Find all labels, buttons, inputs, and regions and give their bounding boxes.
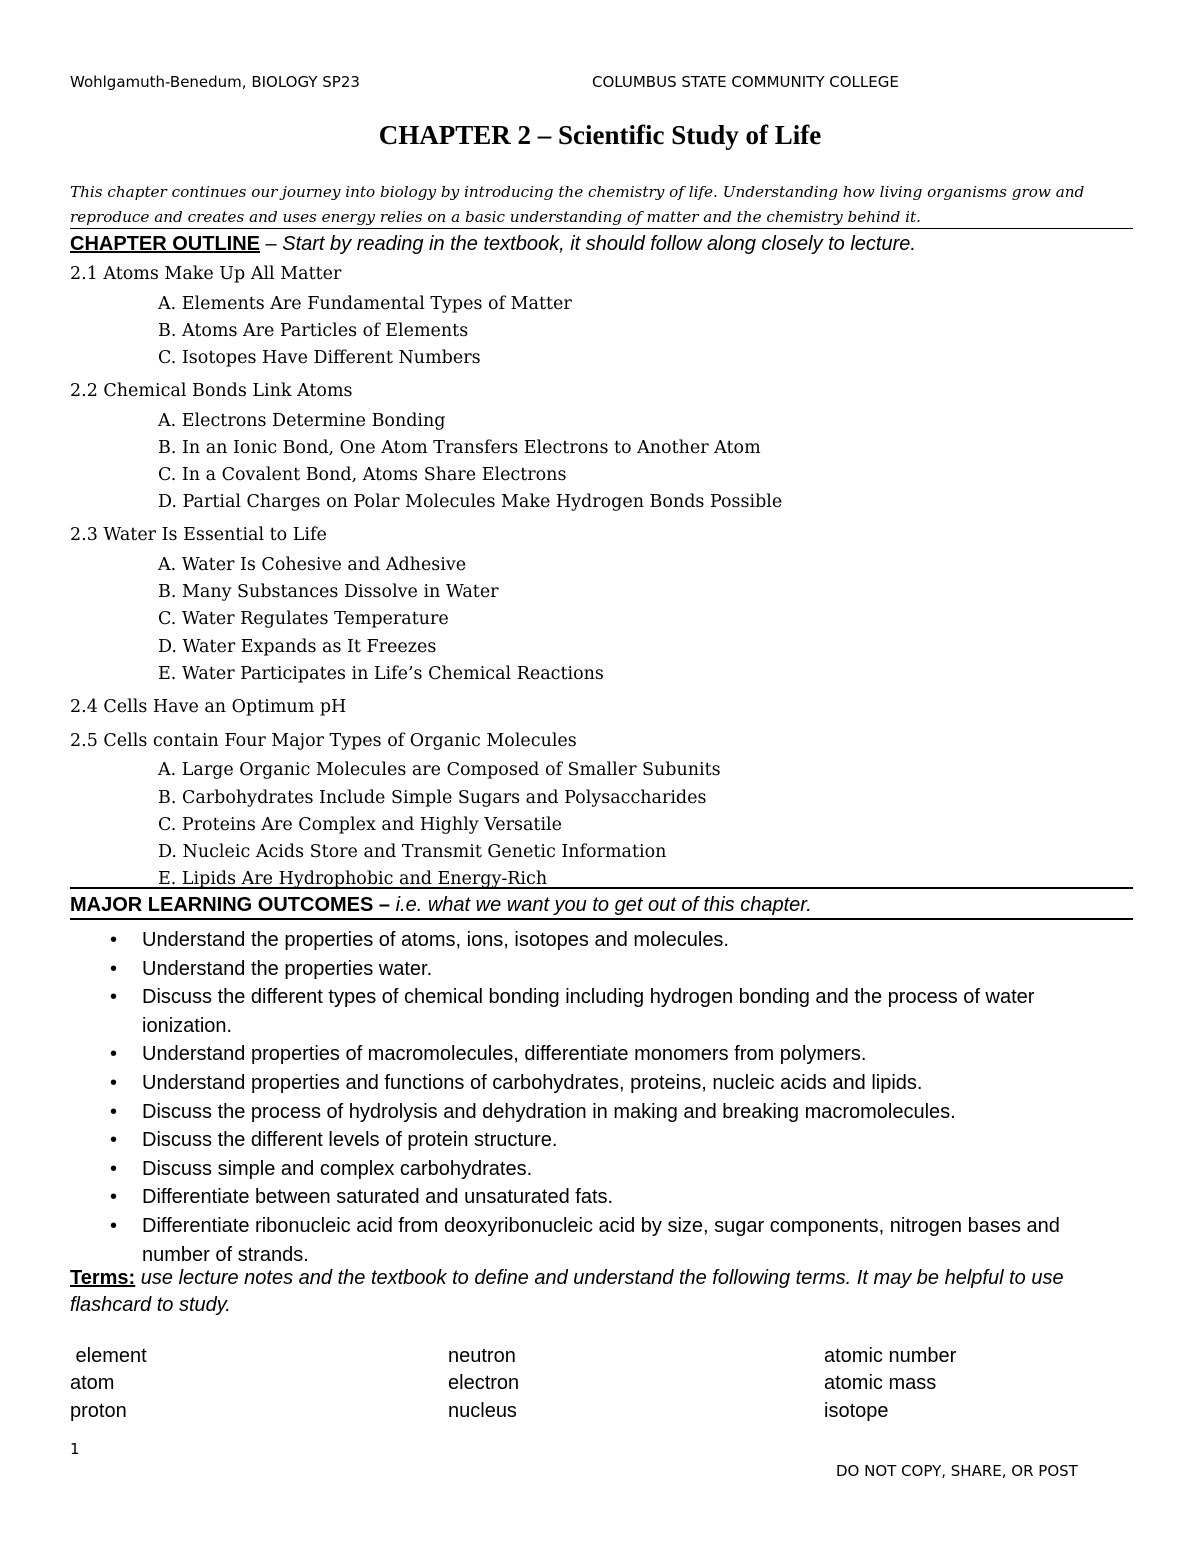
outline-subsection: B. Carbohydrates Include Simple Sugars and Polysaccharides: [158, 787, 707, 808]
chapter-title: CHAPTER 2 – Scientific Study of Life: [378, 120, 822, 150]
term-item: atomic number: [824, 1345, 957, 1367]
outcome-item: [107, 1155, 1107, 1184]
outcome-text: Understand the properties of atoms, ions, isotopes and molecules.: [142, 929, 729, 951]
outline-subsection: E. Lipids Are Hydrophobic and Energy-Rich: [158, 869, 548, 890]
outcome-text: Discuss simple and complex carbohydrates.: [142, 1157, 533, 1180]
header-college: COLUMBUS STATE COMMUNITY COLLEGE: [592, 73, 899, 91]
outcome-text: Understand the properties water.: [142, 957, 433, 980]
outcome-item: [107, 1183, 1107, 1212]
outline-subsection: A. Large Organic Molecules are Composed of Smaller Subunits: [158, 760, 721, 781]
term-item: nucleus: [448, 1399, 517, 1422]
outline-subsection: B. Many Substances Dissolve in Water: [158, 582, 499, 603]
outline-section-title: 2.2 Chemical Bonds Link Atoms: [70, 381, 353, 402]
outcomes-heading: [70, 894, 812, 917]
outcome-text: Discuss the process of hydrolysis and dehydration in making and breaking macromolecules.: [142, 1100, 956, 1123]
outcome-item: [107, 926, 1107, 955]
outline-subsection: D. Partial Charges on Polar Molecules Make Hydrogen Bonds Possible: [158, 492, 783, 513]
bullet-icon: •: [110, 1214, 118, 1237]
outcome-item: [107, 1098, 1107, 1127]
page-number: 1: [70, 1440, 80, 1458]
bullet-icon: •: [110, 957, 118, 980]
outcome-item: [107, 955, 1107, 984]
outline-heading: [70, 233, 916, 256]
outcome-item: [107, 1069, 1107, 1098]
outcome-item: [107, 1040, 1107, 1069]
bullet-icon: •: [110, 1100, 118, 1123]
term-item: proton: [70, 1399, 127, 1422]
outcome-text: Discuss the different types of chemical bonding including hydrogen bonding and the process of water ionization.: [142, 986, 1035, 1037]
outcome-item: [107, 983, 1107, 1040]
footer-notice: DO NOT COPY, SHARE, OR POST: [836, 1462, 1078, 1480]
bullet-icon: •: [110, 1186, 118, 1209]
outline-subsection: C. Proteins Are Complex and Highly Versatile: [158, 814, 562, 835]
terms-column: [824, 1343, 956, 1425]
outcome-text: Differentiate ribonucleic acid from deoxyribonucleic acid by size, sugar components, nitrogen bases and number of strands.: [142, 1214, 1060, 1266]
bullet-icon: •: [110, 929, 118, 951]
outline-subsection: D. Nucleic Acids Store and Transmit Genetic Information: [158, 842, 667, 862]
outcome-text: Differentiate between saturated and unsaturated fats.: [142, 1186, 614, 1209]
outline-section-title: 2.5 Cells contain Four Major Types of Organic Molecules: [70, 730, 577, 751]
outline-heading-dash: –: [260, 233, 283, 255]
outline-subsection: D. Water Expands as It Freezes: [158, 636, 437, 657]
outcome-text: Understand properties and functions of carbohydrates, proteins, nucleic acids and lipids.: [142, 1071, 923, 1094]
intro-divider: [70, 228, 1133, 229]
term-item: atom: [70, 1372, 115, 1395]
bullet-icon: •: [110, 1043, 118, 1066]
terms-column: [448, 1343, 519, 1425]
terms-intro: [70, 1265, 1133, 1319]
learning-outcomes-list: [107, 926, 1107, 1269]
outcomes-top-rule: [70, 887, 1133, 889]
outline-section-title: 2.4 Cells Have an Optimum pH: [70, 696, 347, 717]
bullet-icon: •: [110, 1157, 118, 1180]
term-item: atomic mass: [824, 1372, 937, 1395]
outline-subsection: A. Elements Are Fundamental Types of Matter: [158, 293, 572, 314]
header-author-course: Wohlgamuth-Benedum, BIOLOGY SP23: [70, 73, 360, 91]
term-item: electron: [448, 1372, 520, 1395]
terms-note: use lecture notes and the textbook to define and understand the following terms. It may be helpful to use flashcard to study.: [70, 1267, 1064, 1316]
term-item: neutron: [448, 1345, 516, 1367]
term-item: isotope: [824, 1399, 889, 1422]
outcome-item: [107, 1212, 1107, 1269]
outline-subsection: B. In an Ionic Bond, One Atom Transfers Electrons to Another Atom: [158, 437, 761, 458]
outline-section-title: 2.1 Atoms Make Up All Matter: [70, 264, 342, 284]
bullet-icon: •: [110, 1129, 118, 1152]
outline-section-title: 2.3 Water Is Essential to Life: [70, 525, 327, 546]
terms-column: [70, 1343, 147, 1425]
outline-subsection: E. Water Participates in Life’s Chemical Reactions: [158, 663, 604, 684]
outcomes-heading-note: i.e. what we want you to get out of this chapter.: [395, 894, 812, 916]
outcome-text: Understand properties of macromolecules, differentiate monomers from polymers.: [142, 1043, 867, 1066]
outline-subsection: C. In a Covalent Bond, Atoms Share Electrons: [158, 465, 567, 485]
bullet-icon: •: [110, 1071, 118, 1094]
outline-heading-label: CHAPTER OUTLINE: [70, 233, 260, 255]
outline-heading-note: Start by reading in the textbook, it should follow along closely to lecture.: [282, 233, 916, 255]
outline-subsection: A. Electrons Determine Bonding: [158, 410, 446, 431]
outline-subsection: B. Atoms Are Particles of Elements: [158, 320, 469, 341]
outline-subsection: C. Water Regulates Temperature: [158, 609, 449, 630]
outcomes-bottom-rule: [70, 918, 1133, 920]
outline-subsection: C. Isotopes Have Different Numbers: [158, 347, 481, 368]
outcomes-heading-label: MAJOR LEARNING OUTCOMES –: [70, 894, 391, 916]
term-item: element: [70, 1345, 147, 1367]
outcome-text: Discuss the different levels of protein structure.: [142, 1129, 558, 1152]
terms-label: Terms:: [70, 1267, 136, 1289]
outline-subsection: A. Water Is Cohesive and Adhesive: [158, 554, 467, 575]
outcome-item: [107, 1126, 1107, 1155]
chapter-intro: This chapter continues our journey into biology by introducing the chemistry of life. Understanding how living organisms grow and reproduce and creates and uses energy relies on a basic understanding of matter and the chemistry behind it.: [70, 183, 1085, 226]
bullet-icon: •: [110, 986, 118, 1009]
